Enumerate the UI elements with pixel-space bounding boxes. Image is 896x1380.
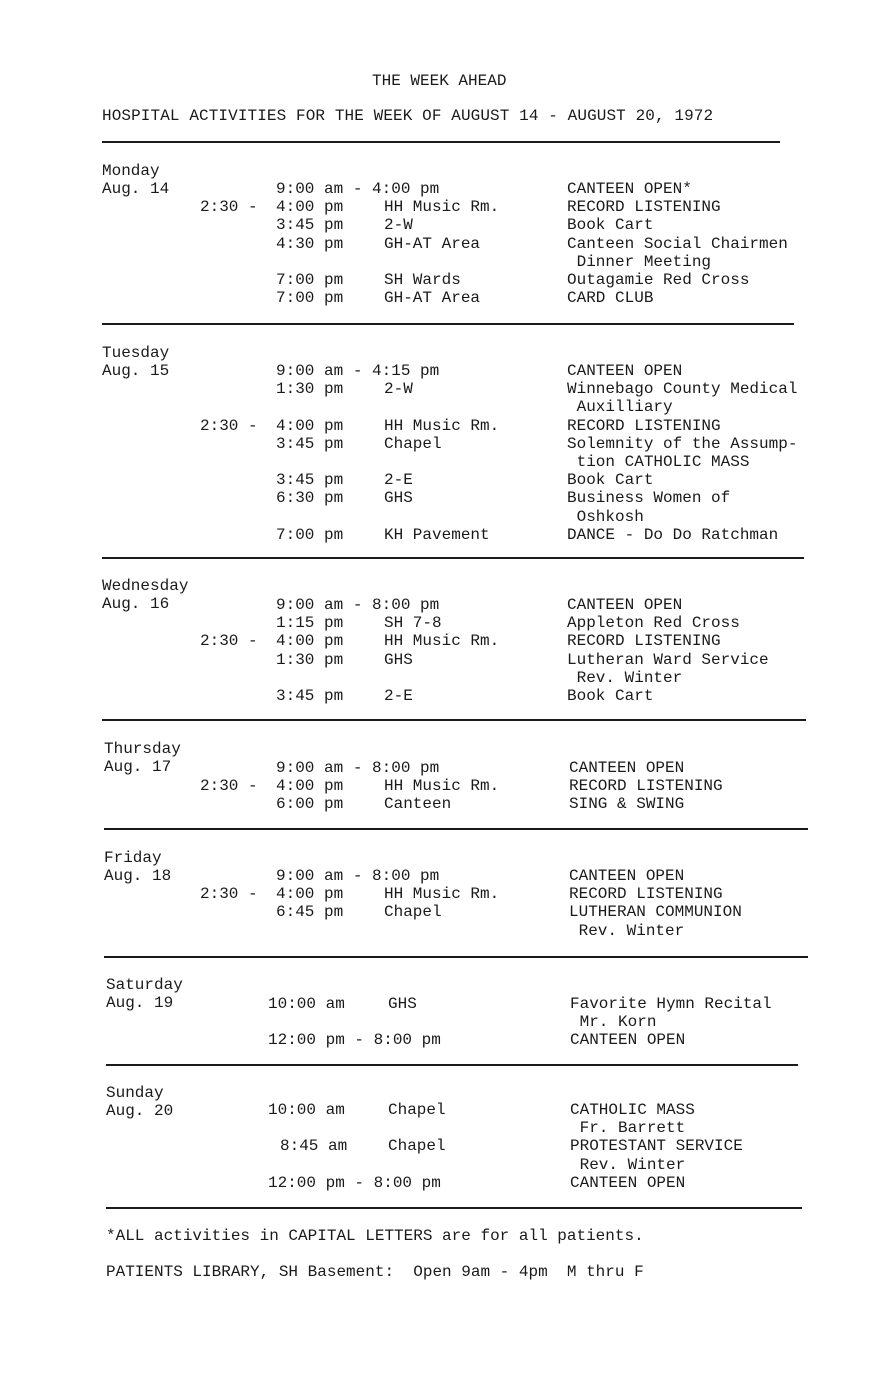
event-activity: DANCE - Do Do Ratchman (567, 525, 779, 544)
event-location: SH 7-8 (384, 614, 442, 633)
section-divider (104, 956, 808, 958)
event-location: 2-E (384, 687, 413, 705)
event-location: HH Music Rm. (384, 198, 500, 217)
event-activity: Outagamie Red Cross (567, 271, 750, 289)
event-location: Canteen (384, 795, 452, 814)
event-activity: Book Cart (567, 687, 654, 705)
event-activity: CANTEEN OPEN (567, 596, 683, 614)
event-location: 2-W (384, 380, 413, 399)
event-activity: PROTESTANT SERVICE (570, 1137, 743, 1156)
event-time: 1:30 pm (276, 650, 344, 669)
event-time: 9:00 am - 4:15 pm (276, 362, 440, 380)
event-location: GH-AT Area (384, 289, 481, 308)
section-divider (106, 1064, 798, 1066)
event-activity: Auxilliary (567, 398, 673, 417)
event-activity: CANTEEN OPEN (569, 759, 685, 777)
event-location: HH Music Rm. (384, 777, 500, 796)
event-time: 4:00 pm (276, 416, 344, 435)
time-range-start: 2:30 - (200, 632, 258, 651)
section-divider (104, 828, 808, 830)
day-date: Aug. 16 (102, 595, 170, 613)
event-time: 10:00 am (268, 995, 345, 1013)
event-activity: CANTEEN OPEN (570, 1173, 686, 1192)
event-location: Chapel (388, 1137, 446, 1156)
event-time: 12:00 pm - 8:00 pm (268, 1031, 441, 1050)
day-date: Aug. 14 (102, 180, 170, 198)
event-time: 3:45 pm (276, 471, 344, 490)
event-activity: Oshkosh (567, 507, 644, 526)
event-activity: RECORD LISTENING (567, 416, 721, 435)
event-activity: Rev. Winter (567, 668, 683, 687)
section-divider (106, 1207, 802, 1209)
event-activity: CANTEEN OPEN* (567, 180, 692, 198)
day-date: Aug. 18 (104, 867, 172, 885)
event-time: 9:00 am - 8:00 pm (276, 759, 440, 777)
day-name: Wednesday (102, 577, 189, 595)
day-name: Saturday (106, 976, 183, 994)
event-time: 6:30 pm (276, 489, 344, 508)
event-activity: tion CATHOLIC MASS (567, 453, 750, 471)
event-activity: Business Women of (567, 489, 731, 508)
event-location: Chapel (388, 1101, 446, 1119)
event-activity: Rev. Winter (569, 921, 685, 940)
event-location: GH-AT Area (384, 234, 481, 253)
event-activity: Fr. Barrett (570, 1119, 686, 1138)
event-location: HH Music Rm. (384, 885, 500, 904)
day-name: Tuesday (102, 344, 170, 362)
event-time: 9:00 am - 4:00 pm (276, 180, 440, 198)
event-activity: Book Cart (567, 216, 654, 235)
day-name: Sunday (106, 1084, 164, 1102)
event-time: 12:00 pm - 8:00 pm (268, 1173, 441, 1192)
event-activity: CANTEEN OPEN (567, 362, 683, 380)
event-activity: SING & SWING (569, 795, 685, 814)
event-time: 7:00 pm (276, 289, 344, 308)
day-name: Thursday (104, 740, 181, 758)
event-time: 3:45 pm (276, 687, 344, 705)
event-activity: Lutheran Ward Service (567, 650, 769, 669)
event-time: 7:00 pm (276, 271, 344, 289)
event-time: 3:45 pm (276, 216, 344, 235)
event-location: Chapel (384, 903, 442, 922)
event-activity: Book Cart (567, 471, 654, 490)
event-location: HH Music Rm. (384, 632, 500, 651)
event-activity: Rev. Winter (570, 1155, 686, 1174)
event-activity: RECORD LISTENING (569, 777, 723, 796)
patients-library-note: PATIENTS LIBRARY, SH Basement: Open 9am - 4pm M thru F (106, 1263, 644, 1281)
event-location: GHS (388, 995, 417, 1013)
event-activity: RECORD LISTENING (567, 632, 721, 651)
event-activity: Winnebago County Medical (567, 380, 798, 399)
day-date: Aug. 20 (106, 1102, 174, 1120)
event-time: 4:00 pm (276, 632, 344, 651)
footnote-capital-letters: *ALL activities in CAPITAL LETTERS are for all patients. (106, 1227, 644, 1245)
event-activity: RECORD LISTENING (567, 198, 721, 217)
time-range-start: 2:30 - (200, 198, 258, 217)
section-divider (102, 141, 780, 143)
event-time: 6:45 pm (276, 903, 344, 922)
section-divider (102, 323, 794, 325)
event-location: GHS (384, 489, 413, 508)
event-location: HH Music Rm. (384, 416, 500, 435)
event-time: 4:00 pm (276, 198, 344, 217)
day-date: Aug. 15 (102, 362, 170, 380)
event-time: 9:00 am - 8:00 pm (276, 596, 440, 614)
event-activity: Favorite Hymn Recital (570, 995, 772, 1013)
event-time: 10:00 am (268, 1101, 345, 1119)
event-activity: LUTHERAN COMMUNION (569, 903, 742, 922)
event-time: 4:00 pm (276, 777, 344, 796)
event-location: 2-W (384, 216, 413, 235)
event-activity: CANTEEN OPEN (569, 867, 685, 885)
day-date: Aug. 17 (104, 758, 172, 776)
event-location: Chapel (384, 434, 442, 453)
day-name: Monday (102, 162, 160, 180)
event-time: 6:00 pm (276, 795, 344, 814)
event-activity: Solemnity of the Assump- (567, 434, 798, 453)
event-time: 3:45 pm (276, 434, 344, 453)
event-time: 1:15 pm (276, 614, 344, 633)
event-activity: Dinner Meeting (567, 252, 712, 271)
day-name: Friday (104, 849, 162, 867)
event-activity: CANTEEN OPEN (570, 1031, 686, 1050)
event-time: 7:00 pm (276, 525, 344, 544)
page-subtitle: HOSPITAL ACTIVITIES FOR THE WEEK OF AUGUST 14 - AUGUST 20, 1972 (102, 107, 714, 125)
event-activity: Mr. Korn (570, 1013, 657, 1032)
event-activity: RECORD LISTENING (569, 885, 723, 904)
event-activity: CATHOLIC MASS (570, 1101, 695, 1119)
event-activity: CARD CLUB (567, 289, 654, 308)
event-location: 2-E (384, 471, 413, 490)
event-location: KH Pavement (384, 525, 490, 544)
event-location: GHS (384, 650, 413, 669)
event-time: 9:00 am - 8:00 pm (276, 867, 440, 885)
event-activity: Appleton Red Cross (567, 614, 740, 633)
event-time: 1:30 pm (276, 380, 344, 399)
section-divider (102, 719, 806, 721)
event-activity: Canteen Social Chairmen (567, 234, 788, 253)
event-time: 8:45 am (280, 1137, 348, 1156)
section-divider (102, 557, 804, 559)
event-location: SH Wards (384, 271, 461, 289)
time-range-start: 2:30 - (200, 777, 258, 796)
time-range-start: 2:30 - (200, 885, 258, 904)
time-range-start: 2:30 - (200, 416, 258, 435)
event-time: 4:30 pm (276, 234, 344, 253)
page-title: THE WEEK AHEAD (372, 72, 507, 90)
day-date: Aug. 19 (106, 994, 174, 1012)
event-time: 4:00 pm (276, 885, 344, 904)
